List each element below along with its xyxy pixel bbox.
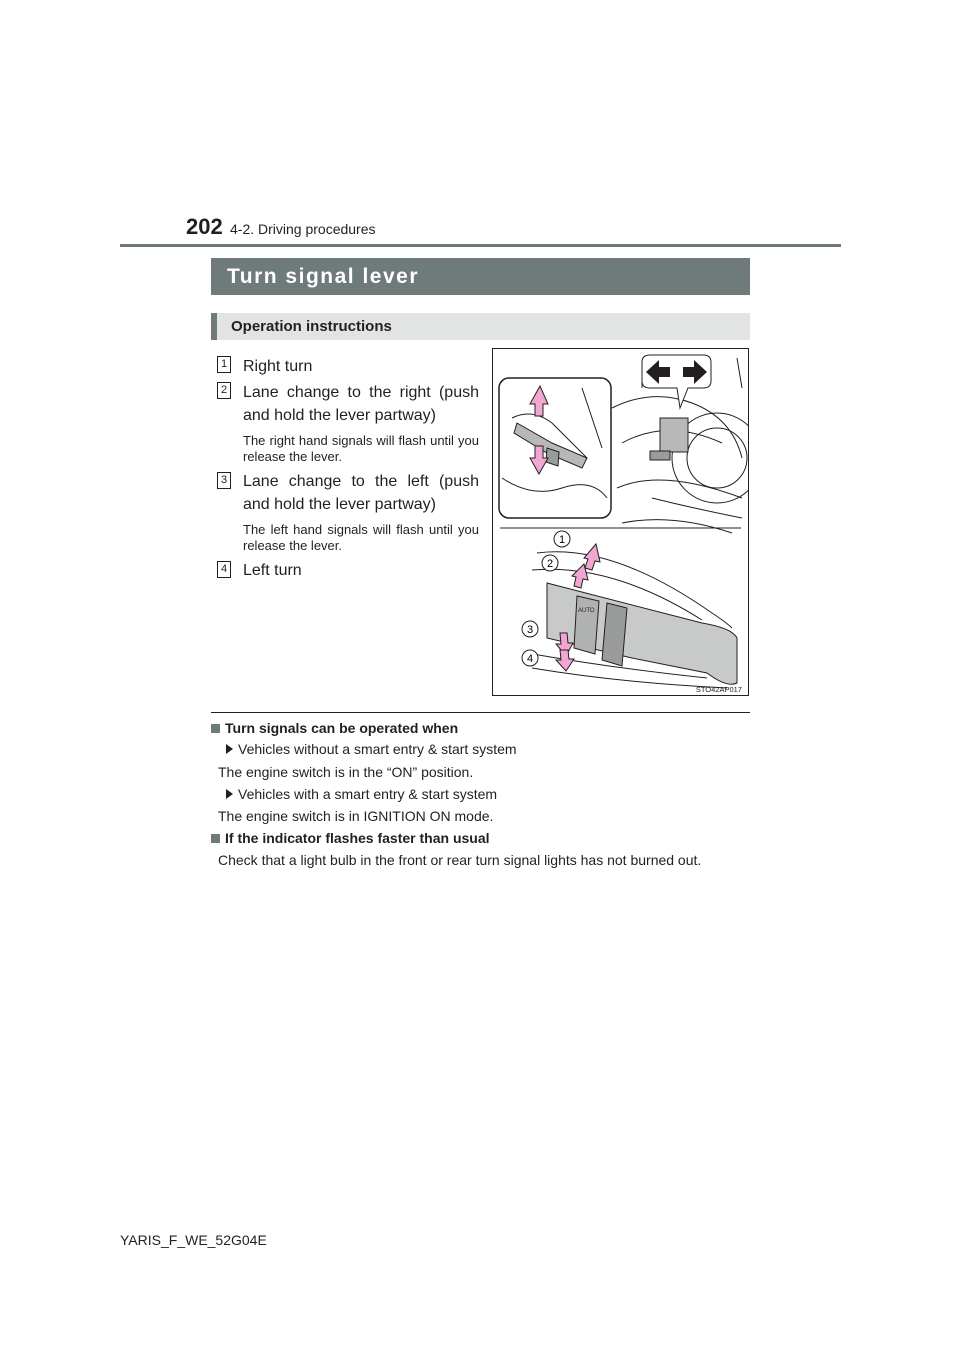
- subsection-title: Operation instructions: [231, 318, 392, 335]
- note-1-bullet-1: Vehicles without a smart entry & start system: [226, 741, 517, 757]
- callout-2: 2: [546, 558, 554, 570]
- item-2-text: Lane change to the right (push and hold the lever partway): [243, 384, 479, 424]
- note-1-line-2: The engine switch is in the “ON” position.: [218, 764, 474, 780]
- item-4-text: Left turn: [243, 562, 302, 579]
- page-number: 202: [186, 214, 223, 239]
- note-1-heading: Turn signals can be operated when: [211, 720, 458, 736]
- note-2-heading: If the indicator flashes faster than usual: [211, 830, 490, 846]
- triangle-bullet-icon: [226, 744, 233, 754]
- triangle-bullet-icon: [226, 789, 233, 799]
- figure-code: STO42AP017: [695, 685, 742, 694]
- callout-1: 1: [558, 534, 566, 546]
- header-rule: [120, 244, 841, 247]
- item-2-number: 2: [217, 382, 231, 399]
- square-bullet-icon: [211, 724, 220, 733]
- item-4-number: 4: [217, 561, 231, 578]
- note-2-text: Check that a light bulb in the front or rear turn signal lights has not burned out.: [218, 852, 702, 868]
- callout-3: 3: [526, 624, 534, 636]
- section-title-bar: [211, 258, 750, 295]
- turn-signal-lever-illustration: [492, 348, 749, 696]
- section-title: Turn signal lever: [227, 264, 419, 288]
- item-1-text: Right turn: [243, 358, 313, 375]
- item-1-number: 1: [217, 356, 231, 373]
- document-code: YARIS_F_WE_52G04E: [120, 1232, 267, 1248]
- square-bullet-icon: [211, 834, 220, 843]
- item-3-text: Lane change to the left (push and hold the lever partway): [243, 473, 479, 513]
- subsection-bar: [211, 313, 750, 340]
- item-3-number: 3: [217, 472, 231, 489]
- auto-label: AUTO: [578, 608, 595, 614]
- note-1-bullet-2: Vehicles with a smart entry & start system: [226, 786, 497, 802]
- item-2-note: The right hand signals will flash until you release the lever.: [243, 433, 479, 464]
- chapter-title: 4-2. Driving procedures: [230, 221, 376, 237]
- notes-divider: [211, 712, 750, 713]
- callout-4: 4: [526, 653, 534, 665]
- item-3-note: The left hand signals will flash until you release the lever.: [243, 522, 479, 553]
- note-1-line-4: The engine switch is in IGNITION ON mode.: [218, 808, 494, 824]
